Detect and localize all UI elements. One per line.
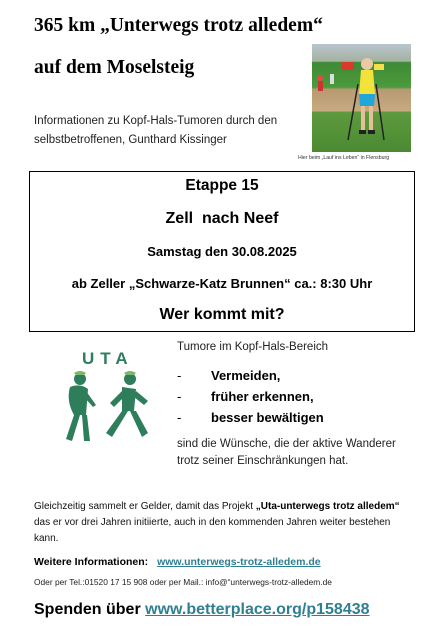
- uta-logo: [60, 345, 156, 463]
- list-item: - Vermeiden,: [177, 368, 281, 383]
- title-line-2: auf dem Moselsteig: [34, 57, 195, 78]
- wish-text: sind die Wünsche, die der aktive Wanderer trotz seiner Einschränkungen hat.: [177, 438, 396, 467]
- stage-question: Wer kommt mit?: [159, 306, 285, 323]
- more-info: [34, 556, 321, 568]
- donate-label: Spenden über: [34, 601, 146, 618]
- stage-date: Samstag den 30.08.2025: [147, 244, 297, 259]
- website-link[interactable]: www.unterwegs-trotz-alledem.de: [157, 556, 321, 568]
- uta-logo-text: UTA: [82, 349, 134, 368]
- stage-number: Etappe 15: [185, 177, 259, 194]
- stage-start: ab Zeller „Schwarze-Katz Brunnen“ ca.: 8:30 Uhr: [71, 276, 373, 291]
- title-line-1: 365 km „Unterwegs trotz alledem“: [34, 15, 323, 36]
- contact-line: Oder per Tel.:01520 17 15 908 oder per Mail.: info@“unterwegs-trotz-alledem.de: [34, 577, 332, 587]
- more-info-label: Weitere Informationen:: [34, 556, 149, 568]
- tumor-heading: Tumore im Kopf-Hals-Bereich: [177, 341, 329, 353]
- list-item: - besser bewältigen: [177, 410, 324, 425]
- hikers-logo-icon: [60, 371, 156, 461]
- stage-route: Zell nach Neef: [165, 210, 279, 227]
- intro-text: Informationen zu Kopf-Hals-Tumoren durch den selbstbetroffenen, Gunthard Kissinger: [34, 115, 278, 146]
- hiker-photo: [312, 44, 411, 152]
- fundraising-paragraph: Gleichzeitig sammelt er Gelder, damit das Projekt „Uta-unterwegs trotz alledem“ das er vor drei Jahren initiierte, auch in den kommenden Jahren weiter bestehen kann.: [34, 501, 400, 544]
- betterplace-link[interactable]: www.betterplace.org/p158438: [145, 601, 370, 618]
- stage-box: [29, 171, 415, 332]
- photo-caption: Hier beim „Lauf ins Leben“ in Flensburg: [298, 155, 390, 161]
- list-item: - früher erkennen,: [177, 389, 314, 404]
- donate-line: [34, 601, 370, 619]
- hiker-figure-icon: [312, 44, 411, 152]
